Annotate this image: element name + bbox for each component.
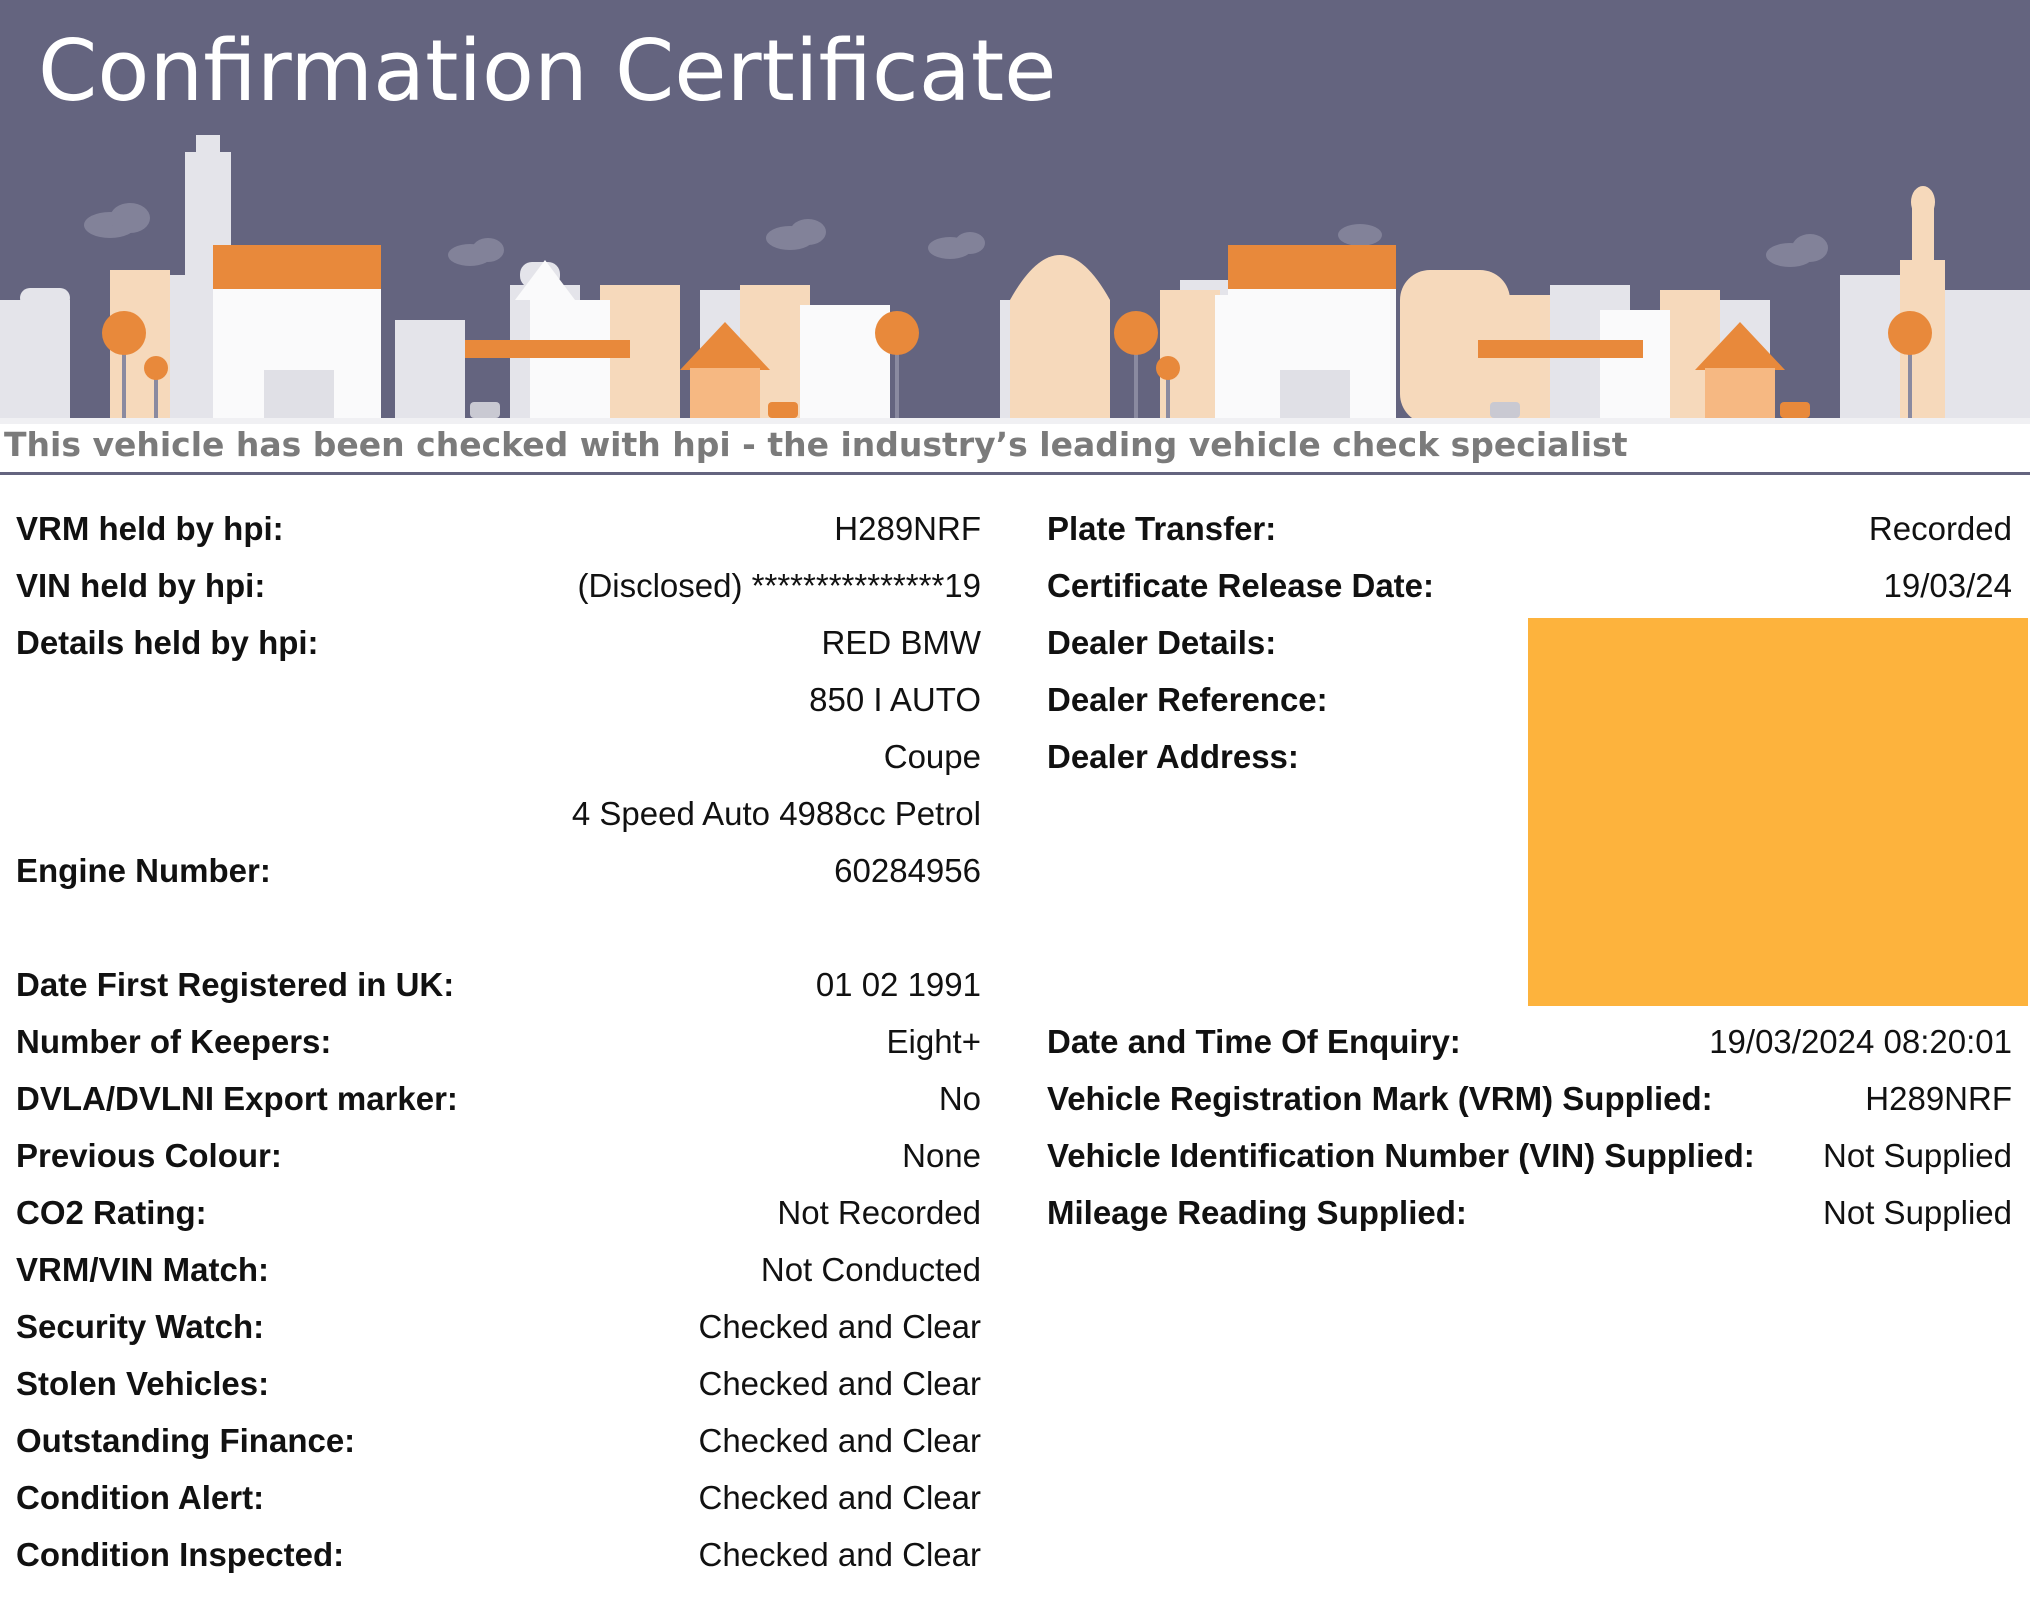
outstanding-finance-label: Outstanding Finance:: [16, 1421, 356, 1459]
vrm-supplied-row: [1047, 1070, 2012, 1127]
condition-inspected-value: Checked and Clear: [698, 1535, 981, 1573]
mileage-supplied-row: [1047, 1184, 2012, 1241]
details-line: 850 I AUTO: [809, 680, 981, 718]
outstanding-finance-value: Checked and Clear: [698, 1421, 981, 1459]
condition-alert-value: Checked and Clear: [698, 1478, 981, 1516]
vrm-vin-match-value: Not Conducted: [760, 1250, 981, 1288]
vrm-vin-match-row: [16, 1241, 981, 1298]
dealer-address-label: Dealer Address:: [1047, 737, 1299, 775]
previous-colour-value: None: [902, 1136, 981, 1174]
details-line: 4 Speed Auto 4988cc Petrol: [571, 794, 981, 832]
dealer-details-label: Dealer Details:: [1047, 623, 1277, 661]
vrm-value: H289NRF: [834, 509, 981, 547]
keepers-label: Number of Keepers:: [16, 1022, 332, 1060]
co2-row: [16, 1184, 981, 1241]
plate-transfer-value: Recorded: [1868, 509, 2012, 547]
keepers-row: [16, 1013, 981, 1070]
mileage-supplied-value: Not Supplied: [1823, 1193, 2012, 1231]
details-line-row: [16, 728, 981, 785]
vrm-supplied-label: Vehicle Registration Mark (VRM) Supplied:: [1047, 1079, 1713, 1117]
previous-colour-row: [16, 1127, 981, 1184]
stolen-vehicles-label: Stolen Vehicles:: [16, 1364, 270, 1402]
condition-inspected-label: Condition Inspected:: [16, 1535, 345, 1573]
co2-value: Not Recorded: [777, 1193, 981, 1231]
first-registered-label: Date First Registered in UK:: [16, 965, 455, 1003]
release-date-label: Certificate Release Date:: [1047, 566, 1435, 604]
engine-number-label: Engine Number:: [16, 851, 271, 889]
engine-number-row: [16, 842, 981, 899]
release-date-row: [1047, 557, 2012, 614]
stolen-vehicles-row: [16, 1355, 981, 1412]
export-marker-value: No: [938, 1079, 981, 1117]
vin-supplied-label: Vehicle Identification Number (VIN) Supplied:: [1047, 1136, 1755, 1174]
release-date-value: 19/03/24: [1883, 566, 2012, 604]
page-title: Confirmation Certificate: [38, 22, 1057, 121]
condition-alert-label: Condition Alert:: [16, 1478, 265, 1516]
vrm-row: [16, 500, 981, 557]
tagline: This vehicle has been checked with hpi - the industry’s leading vehicle check specialist: [4, 425, 1628, 464]
details-row: [16, 614, 981, 671]
dealer-reference-label: Dealer Reference:: [1047, 680, 1328, 718]
security-watch-value: Checked and Clear: [698, 1307, 981, 1345]
mileage-supplied-label: Mileage Reading Supplied:: [1047, 1193, 1467, 1231]
vrm-label: VRM held by hpi:: [16, 509, 284, 547]
engine-number-value: 60284956: [834, 851, 981, 889]
plate-transfer-label: Plate Transfer:: [1047, 509, 1277, 547]
dealer-info-redaction: [1528, 618, 2028, 1006]
stolen-vehicles-value: Checked and Clear: [698, 1364, 981, 1402]
outstanding-finance-row: [16, 1412, 981, 1469]
details-line: Coupe: [883, 737, 981, 775]
vin-supplied-row: [1047, 1127, 2012, 1184]
details-line: RED BMW: [821, 623, 981, 661]
plate-transfer-row: [1047, 500, 2012, 557]
first-registered-row: [16, 956, 981, 1013]
certificate-header: [0, 0, 2030, 424]
enquiry-datetime-row: [1047, 1013, 2012, 1070]
condition-inspected-row: [16, 1526, 981, 1583]
security-watch-label: Security Watch:: [16, 1307, 265, 1345]
export-marker-label: DVLA/DVLNI Export marker:: [16, 1079, 458, 1117]
security-watch-row: [16, 1298, 981, 1355]
enquiry-datetime-value: 19/03/2024 08:20:01: [1709, 1022, 2012, 1060]
enquiry-datetime-label: Date and Time Of Enquiry:: [1047, 1022, 1461, 1060]
details-line-row: [16, 671, 981, 728]
vrm-supplied-value: H289NRF: [1865, 1079, 2012, 1117]
co2-label: CO2 Rating:: [16, 1193, 207, 1231]
vin-value: (Disclosed) ***************19: [577, 566, 981, 604]
keepers-value: Eight+: [886, 1022, 981, 1060]
vin-supplied-value: Not Supplied: [1823, 1136, 2012, 1174]
previous-colour-label: Previous Colour:: [16, 1136, 282, 1174]
export-marker-row: [16, 1070, 981, 1127]
condition-alert-row: [16, 1469, 981, 1526]
details-label: Details held by hpi:: [16, 623, 319, 661]
header-divider: [0, 472, 2030, 475]
details-line-row: [16, 785, 981, 842]
vin-row: [16, 557, 981, 614]
vin-label: VIN held by hpi:: [16, 566, 266, 604]
vrm-vin-match-label: VRM/VIN Match:: [16, 1250, 270, 1288]
first-registered-value: 01 02 1991: [815, 965, 981, 1003]
